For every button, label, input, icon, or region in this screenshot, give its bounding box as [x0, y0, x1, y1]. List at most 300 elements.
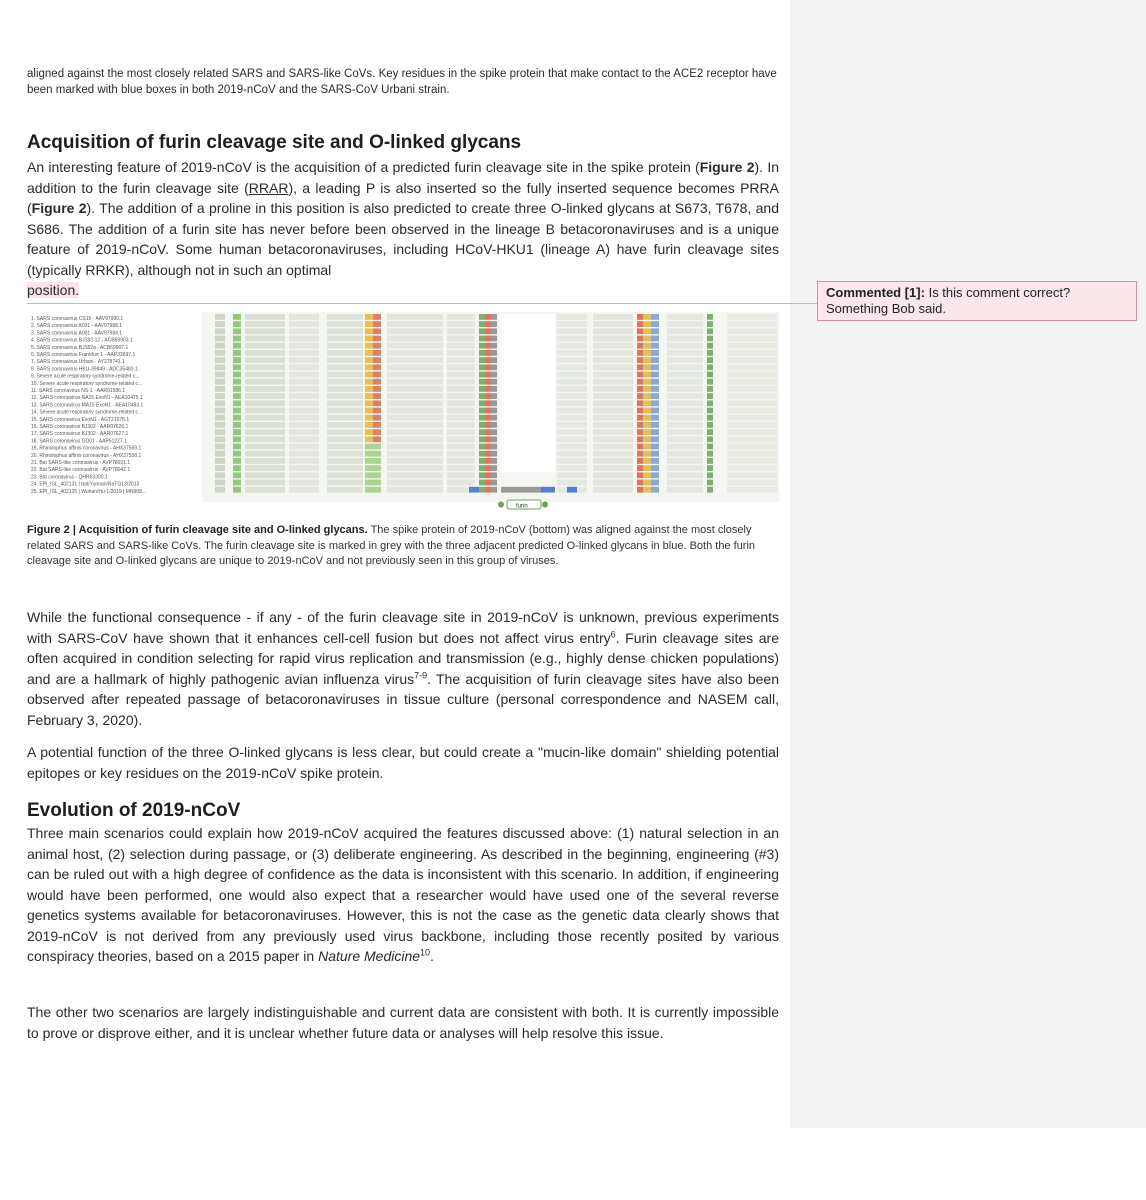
residue-block — [387, 422, 443, 428]
residue-block — [667, 487, 703, 493]
residue-block — [327, 364, 363, 370]
residue-block — [637, 379, 643, 385]
residue-block — [289, 343, 319, 349]
sequence-label: 5. SARS coronavirus BJ182a - ACB69907.1 — [31, 344, 129, 351]
residue-block — [479, 328, 485, 334]
text-run: While the functional consequence - if any - of the furin cleavage site in 2019-nCoV is unknown, previous experiments with SARS-CoV have shown that it enhances cell-cell fusion but does not affect virus entry — [27, 609, 779, 646]
residue-block — [593, 472, 633, 478]
text-run: . — [430, 948, 434, 964]
sequence-label: 19. Rhinolophus affinis coronavirus - AHX37569.1 — [31, 445, 142, 452]
residue-block — [215, 465, 225, 471]
residue-block — [707, 321, 713, 327]
residue-block — [637, 465, 643, 471]
residue-block — [727, 314, 777, 320]
residue-block — [373, 480, 381, 486]
residue-block — [637, 336, 643, 342]
residue-block — [365, 364, 373, 370]
residue-block — [479, 336, 485, 342]
residue-block — [215, 472, 225, 478]
residue-block — [491, 422, 497, 428]
residue-block — [365, 314, 373, 320]
figure-caption-label: Figure 2 | Acquisition of furin cleavage site and O-linked glycans. — [27, 524, 368, 536]
residue-block — [327, 415, 363, 421]
residue-block — [643, 328, 651, 334]
residue-block — [667, 321, 703, 327]
residue-block — [289, 350, 319, 356]
residue-block — [557, 328, 587, 334]
residue-block — [651, 328, 659, 334]
residue-block — [245, 350, 285, 356]
residue-block — [637, 415, 643, 421]
residue-block — [387, 429, 443, 435]
residue-block — [365, 343, 373, 349]
residue-block — [387, 364, 443, 370]
residue-block — [593, 422, 633, 428]
sequence-label: 18. SARS coronavirus GD01 - AAP51227.1 — [31, 438, 127, 445]
o-linked-glycan-mark — [469, 487, 479, 493]
residue-block — [373, 343, 381, 349]
residue-block — [327, 321, 363, 327]
residue-block — [373, 472, 381, 478]
residue-block — [215, 379, 225, 385]
residue-block — [485, 328, 491, 334]
residue-block — [643, 393, 651, 399]
residue-block — [479, 357, 485, 363]
o-linked-glycan-mark — [567, 487, 577, 493]
comment-label: Commented [1]: — [826, 285, 925, 300]
sequence-label: 17. SARS coronavirus BJ302 - AAR07627.1 — [31, 431, 129, 438]
residue-block — [651, 343, 659, 349]
residue-block — [637, 458, 643, 464]
residue-block — [637, 451, 643, 457]
residue-block — [651, 350, 659, 356]
residue-block — [479, 393, 485, 399]
residue-block — [387, 400, 443, 406]
residue-block — [479, 364, 485, 370]
residue-block — [233, 357, 241, 363]
residue-block — [447, 393, 475, 399]
residue-block — [233, 393, 241, 399]
residue-block — [727, 415, 777, 421]
residue-block — [289, 465, 319, 471]
residue-block — [491, 444, 497, 450]
residue-block — [215, 436, 225, 442]
residue-block — [651, 372, 659, 378]
residue-block — [727, 328, 777, 334]
residue-block — [245, 415, 285, 421]
residue-block — [707, 480, 713, 486]
residue-block — [479, 314, 485, 320]
residue-block — [373, 415, 381, 421]
residue-block — [727, 458, 777, 464]
residue-block — [667, 350, 703, 356]
residue-block — [387, 451, 443, 457]
residue-block — [643, 372, 651, 378]
residue-block — [651, 408, 659, 414]
residue-block — [485, 472, 491, 478]
residue-block — [593, 444, 633, 450]
residue-block — [215, 422, 225, 428]
residue-block — [289, 472, 319, 478]
residue-block — [289, 321, 319, 327]
residue-block — [365, 415, 373, 421]
residue-block — [365, 451, 373, 457]
residue-block — [491, 408, 497, 414]
residue-block — [447, 350, 475, 356]
residue-block — [327, 422, 363, 428]
residue-block — [387, 465, 443, 471]
residue-block — [637, 357, 643, 363]
residue-block — [233, 487, 241, 493]
residue-block — [289, 400, 319, 406]
residue-block — [479, 372, 485, 378]
residue-block — [557, 357, 587, 363]
residue-block — [643, 386, 651, 392]
residue-block — [637, 350, 643, 356]
sequence-label: 13. SARS coronavirus MA15 ExoN1 - AEA10483.1 — [31, 402, 144, 409]
residue-block — [593, 393, 633, 399]
sequence-label: 1. SARS coronavirus CS15 - AAV97990.1 — [31, 316, 124, 322]
residue-block — [245, 465, 285, 471]
residue-block — [289, 436, 319, 442]
residue-block — [447, 415, 475, 421]
sequence-label: 10. Severe acute respiratory syndrome-related c... — [31, 380, 143, 387]
residue-block — [557, 336, 587, 342]
residue-block — [479, 451, 485, 457]
residue-block — [233, 343, 241, 349]
residue-block — [637, 364, 643, 370]
residue-block — [373, 328, 381, 334]
residue-block — [479, 350, 485, 356]
section-2-paragraph-b: The other two scenarios are largely indistinguishable and current data are consistent with both. It is currently impossible to prove or disprove either, and it is unclear whether future data or analyses will help resolve this issue. — [27, 1004, 779, 1041]
residue-block — [491, 314, 497, 320]
residue-block — [245, 379, 285, 385]
residue-block — [373, 321, 381, 327]
residue-block — [593, 451, 633, 457]
residue-block — [365, 336, 373, 342]
residue-block — [245, 372, 285, 378]
text-run: ). The addition of a proline in this position is also predicted to create three O-linked glycans at S673, T678, and S686. The addition of a furin site has never before been observed in the lineage B betacoronaviruses and is a unique feature of 2019-nCoV. Some human betacoronaviruses, including HCoV-HKU1 (lineage A) have furin cleavage sites (typically RRKR), although not in such an optimal — [27, 200, 779, 278]
residue-block — [289, 487, 319, 493]
residue-block — [491, 465, 497, 471]
residue-block — [365, 429, 373, 435]
residue-block — [327, 480, 363, 486]
residue-block — [289, 415, 319, 421]
residue-block — [643, 436, 651, 442]
residue-block — [245, 364, 285, 370]
residue-block — [557, 400, 587, 406]
citation-sup: 10 — [420, 947, 431, 958]
residue-block — [643, 379, 651, 385]
residue-block — [327, 379, 363, 385]
residue-block — [651, 400, 659, 406]
residue-block — [667, 436, 703, 442]
residue-block — [485, 400, 491, 406]
text-run: Three main scenarios could explain how 2019-nCoV acquired the features discussed above: (1) natural selection in an animal host, (2) selection during passage, or (3) deliberate engineering. As described in the beginning, engineering (#3) can be ruled out with a high degree of confidence as the data is inconsistent with this scenario. In addition, if engineering would have been performed, one would also expect that a researcher would have used one of the several reverse genetics systems available for betacoronaviruses. However, this is not the case as the genetic data clearly shows that 2019-nCoV is not derived from any previously used virus backbone, including those recently posited by various conspiracy theories, based on a 2015 paper in — [27, 825, 779, 964]
residue-block — [215, 328, 225, 334]
residue-block — [667, 328, 703, 334]
residue-block — [485, 451, 491, 457]
residue-block — [387, 408, 443, 414]
residue-block — [485, 444, 491, 450]
residue-block — [727, 436, 777, 442]
residue-block — [447, 400, 475, 406]
residue-block — [667, 480, 703, 486]
residue-block — [245, 480, 285, 486]
residue-block — [479, 480, 485, 486]
residue-block — [215, 451, 225, 457]
residue-block — [593, 372, 633, 378]
sequence-label: 8. SARS coronavirus HKU-39849 - ADC35483.1 — [31, 366, 138, 373]
citation-sup: 6 — [610, 628, 616, 639]
residue-block — [447, 328, 475, 334]
residue-block — [491, 350, 497, 356]
residue-block — [651, 415, 659, 421]
residue-block — [387, 480, 443, 486]
comment-margin-pane — [790, 0, 1146, 1128]
residue-block — [447, 436, 475, 442]
residue-block — [491, 386, 497, 392]
sequence-label: 3. SARS coronavirus A001 - AAV97984.1 — [31, 330, 123, 337]
residue-block — [387, 393, 443, 399]
residue-block — [637, 444, 643, 450]
residue-block — [651, 336, 659, 342]
residue-block — [233, 472, 241, 478]
residue-block — [289, 429, 319, 435]
residue-block — [245, 328, 285, 334]
residue-block — [557, 343, 587, 349]
residue-block — [215, 336, 225, 342]
residue-block — [447, 465, 475, 471]
residue-block — [233, 400, 241, 406]
text-run: . Furin cleavage sites are often acquired in condition selecting for rapid virus replication and transmission (e.g., highly dense chicken populations) and are a hallmark of highly pathogenic avian influenza virus — [27, 629, 779, 687]
residue-block — [667, 379, 703, 385]
residue-block — [667, 393, 703, 399]
residue-block — [557, 314, 587, 320]
text-run: ), a leading P is also inserted so the fully inserted sequence becomes PRRA ( — [27, 179, 779, 216]
residue-block — [707, 458, 713, 464]
commented-text[interactable]: position. — [27, 282, 80, 298]
residue-block — [485, 415, 491, 421]
residue-block — [667, 465, 703, 471]
residue-block — [233, 321, 241, 327]
residue-block — [479, 408, 485, 414]
residue-block — [593, 429, 633, 435]
residue-block — [373, 458, 381, 464]
residue-block — [289, 386, 319, 392]
residue-block — [289, 364, 319, 370]
residue-block — [643, 444, 651, 450]
residue-block — [667, 458, 703, 464]
residue-block — [373, 422, 381, 428]
residue-block — [387, 444, 443, 450]
residue-block — [491, 429, 497, 435]
residue-block — [667, 429, 703, 435]
residue-block — [233, 364, 241, 370]
residue-block — [727, 372, 777, 378]
residue-block — [491, 472, 497, 478]
residue-block — [245, 458, 285, 464]
residue-block — [215, 350, 225, 356]
residue-block — [365, 393, 373, 399]
sequence-label: 16. SARS coronavirus BJ302 - AAR07626.1 — [31, 424, 129, 430]
residue-block — [485, 465, 491, 471]
residue-block — [233, 336, 241, 342]
residue-block — [245, 408, 285, 414]
residue-block — [365, 422, 373, 428]
residue-block — [387, 436, 443, 442]
residue-block — [557, 429, 587, 435]
residue-block — [707, 422, 713, 428]
residue-block — [373, 444, 381, 450]
residue-block — [491, 328, 497, 334]
residue-block — [485, 336, 491, 342]
sequence-label: 9. Severe acute respiratory syndrome-related c... — [31, 373, 140, 380]
figure-caption-block — [27, 523, 779, 570]
residue-block — [727, 451, 777, 457]
residue-block — [479, 465, 485, 471]
residue-block — [215, 357, 225, 363]
residue-block — [727, 321, 777, 327]
residue-block — [557, 364, 587, 370]
residue-block — [233, 314, 241, 320]
section-2-paragraph-b-block — [27, 1002, 779, 1043]
residue-block — [479, 386, 485, 392]
sequence-label: 15. SARS coronavirus ExoN1 - AGT21078.1 — [31, 416, 130, 423]
residue-block — [387, 415, 443, 421]
residue-block — [245, 357, 285, 363]
residue-block — [365, 357, 373, 363]
residue-block — [373, 465, 381, 471]
residue-block — [373, 372, 381, 378]
residue-block — [643, 487, 651, 493]
residue-block — [643, 350, 651, 356]
residue-block — [593, 328, 633, 334]
residue-block — [365, 472, 373, 478]
residue-block — [479, 379, 485, 385]
residue-block — [365, 328, 373, 334]
residue-block — [479, 429, 485, 435]
residue-block — [447, 458, 475, 464]
residue-block — [289, 451, 319, 457]
residue-block — [373, 364, 381, 370]
residue-block — [707, 415, 713, 421]
residue-block — [491, 372, 497, 378]
journal-name: Nature Medicine — [318, 948, 421, 964]
margin-footer — [790, 1128, 1146, 1200]
residue-block — [667, 451, 703, 457]
residue-block — [215, 400, 225, 406]
residue-block — [327, 343, 363, 349]
sequence-label: 24. EPI_ISL_402131 | bat/Yunnan/RaTG13/2013 — [31, 481, 140, 488]
residue-block — [707, 451, 713, 457]
residue-block — [215, 393, 225, 399]
residue-block — [327, 472, 363, 478]
residue-block — [707, 372, 713, 378]
residue-block — [557, 379, 587, 385]
residue-block — [557, 458, 587, 464]
sequence-label: 22. Bat SARS-like coronavirus - AVP78042.1 — [31, 467, 131, 474]
residue-block — [707, 343, 713, 349]
residue-block — [727, 350, 777, 356]
residue-block — [447, 336, 475, 342]
residue-block — [727, 386, 777, 392]
residue-block — [557, 472, 587, 478]
residue-block — [593, 415, 633, 421]
residue-block — [245, 400, 285, 406]
residue-block — [485, 386, 491, 392]
residue-block — [707, 364, 713, 370]
residue-block — [447, 357, 475, 363]
residue-block — [491, 364, 497, 370]
residue-block — [727, 357, 777, 363]
residue-block — [491, 415, 497, 421]
residue-block — [479, 321, 485, 327]
residue-block — [727, 422, 777, 428]
residue-block — [365, 400, 373, 406]
residue-block — [215, 343, 225, 349]
residue-block — [233, 436, 241, 442]
residue-block — [707, 472, 713, 478]
residue-block — [387, 487, 443, 493]
residue-block — [479, 458, 485, 464]
residue-block — [651, 422, 659, 428]
residue-block — [447, 429, 475, 435]
residue-block — [485, 429, 491, 435]
residue-block — [643, 357, 651, 363]
residue-block — [373, 379, 381, 385]
residue-block — [557, 444, 587, 450]
residue-block — [643, 472, 651, 478]
residue-block — [593, 487, 633, 493]
residue-block — [593, 379, 633, 385]
residue-block — [447, 321, 475, 327]
residue-block — [447, 379, 475, 385]
residue-block — [387, 336, 443, 342]
residue-block — [233, 408, 241, 414]
residue-block — [593, 343, 633, 349]
section-2-heading: Evolution of 2019-nCoV — [27, 800, 241, 821]
residue-block — [557, 422, 587, 428]
residue-block — [643, 465, 651, 471]
residue-block — [651, 386, 659, 392]
residue-block — [485, 393, 491, 399]
residue-block — [387, 458, 443, 464]
residue-block — [667, 343, 703, 349]
furin-insertion — [501, 487, 541, 493]
residue-block — [707, 429, 713, 435]
residue-block — [593, 400, 633, 406]
residue-block — [667, 400, 703, 406]
sequence-label: 25. EPI_ISL_402125 | Wuhan/Hu-1/2019 | MN908... — [31, 488, 147, 495]
residue-block — [667, 314, 703, 320]
residue-block — [215, 444, 225, 450]
residue-block — [643, 336, 651, 342]
residue-block — [651, 393, 659, 399]
residue-block — [643, 458, 651, 464]
residue-block — [245, 487, 285, 493]
residue-block — [651, 451, 659, 457]
residue-block — [447, 343, 475, 349]
residue-block — [447, 386, 475, 392]
comment-balloon[interactable] — [817, 281, 1137, 321]
residue-block — [707, 408, 713, 414]
residue-block — [373, 400, 381, 406]
residue-block — [233, 379, 241, 385]
residue-block — [387, 314, 443, 320]
residue-block — [637, 422, 643, 428]
residue-block — [233, 480, 241, 486]
